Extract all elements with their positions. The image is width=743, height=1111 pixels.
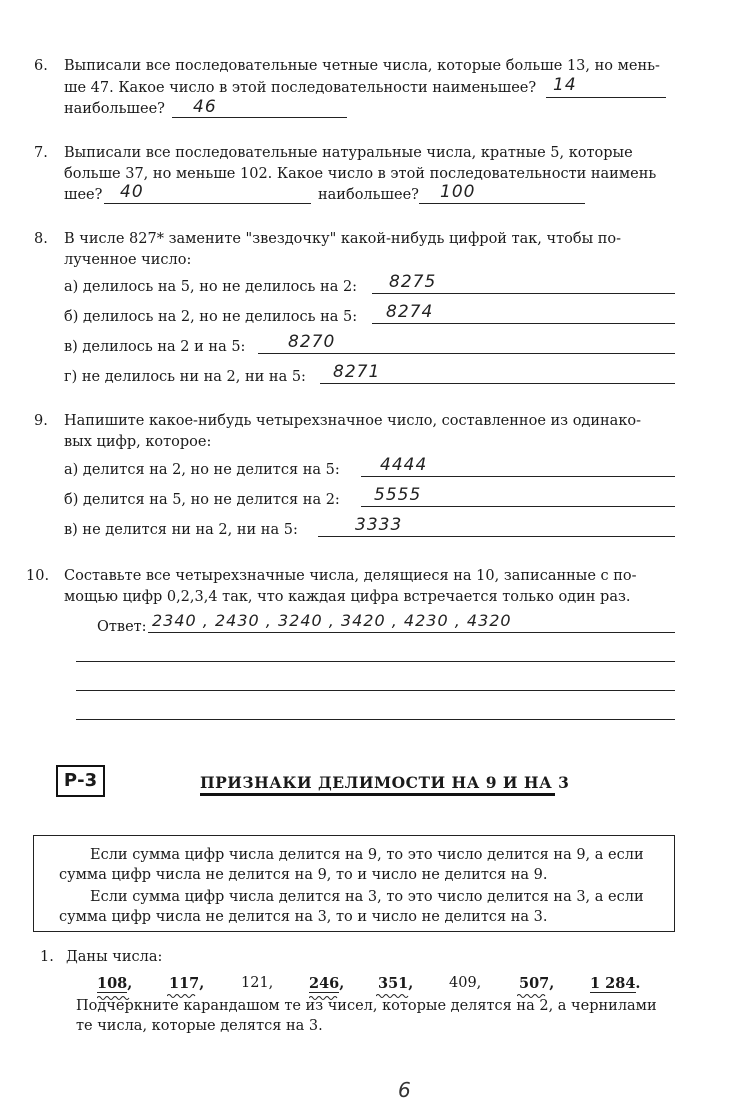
q9-item-a-answer: 4444	[380, 455, 428, 475]
q7-line3-b: наибольшее?	[318, 187, 419, 203]
p1-number-409: 409,	[449, 975, 482, 991]
q6-answer-max: 46	[193, 97, 217, 117]
q7-line2: больше 37, но меньше 102. Какое число в этой последовательности наимень	[64, 166, 657, 182]
rule2-line1: Если сумма цифр числа делится на 3, то это число делится на 3, а если	[90, 889, 644, 905]
q9-line2: вых цифр, которое:	[64, 434, 212, 450]
q9-item-a: а) делится на 2, но не делится на 5:	[64, 462, 340, 478]
rule1-line2: сумма цифр числа не делится на 9, то и число не делится на 9.	[59, 867, 548, 883]
rule2-line2: сумма цифр числа не делится на 3, то и число не делится на 3.	[59, 909, 548, 925]
q8-item-b-answer: 8274	[386, 302, 434, 322]
rule-box	[33, 835, 675, 932]
q10-answer-label: Ответ:	[97, 619, 147, 635]
q8-line2: лученное число:	[64, 252, 192, 268]
q10-line2: мощью цифр 0,2,3,4 так, что каждая цифра встречается только один раз.	[64, 589, 631, 605]
q6-line2: ше 47. Какое число в этой последовательности наименьшее?	[64, 80, 537, 96]
q9-item-b-line	[361, 506, 675, 507]
q6-answer-max-line	[172, 117, 347, 118]
underline-1284	[590, 992, 636, 993]
q6-line3: наибольшее?	[64, 101, 165, 117]
q10-blank-line-1	[76, 661, 675, 662]
p1-line1: Подчеркните карандашом те из чисел, которые делятся на 2, а чернилами	[76, 998, 657, 1014]
q7-answer-max-line	[419, 203, 585, 204]
q8-item-c: в) делилось на 2 и на 5:	[64, 339, 246, 355]
q10-number: 10.	[26, 568, 50, 584]
q7-number: 7.	[34, 145, 48, 161]
q8-item-b: б) делилось на 2, но не делилось на 5:	[64, 309, 358, 325]
p1-number-246: 246,	[309, 975, 345, 992]
p1-intro: Даны числа:	[66, 949, 163, 965]
p1-number-351: 351,	[378, 975, 414, 992]
q9-item-a-line	[361, 476, 675, 477]
q10-blank-line-3	[76, 719, 675, 720]
p1-number-117: 117,	[169, 975, 205, 992]
q10-blank-line-2	[76, 690, 675, 691]
section-code-box: Р-3	[56, 765, 105, 797]
q6-answer-min: 14	[553, 75, 577, 95]
q8-item-b-line	[372, 323, 675, 324]
rule1-line1: Если сумма цифр числа делится на 9, то это число делится на 9, а если	[90, 847, 644, 863]
q10-answer-line	[148, 632, 675, 633]
q7-line3-a: шее?	[64, 187, 103, 203]
q8-item-d-answer: 8271	[333, 362, 381, 382]
underline-246	[309, 992, 339, 993]
q8-item-a-answer: 8275	[389, 272, 437, 292]
p1-number-121: 121,	[241, 975, 274, 991]
underline-108	[97, 992, 127, 993]
page-number: 6	[398, 1078, 411, 1102]
section-title: ПРИЗНАКИ ДЕЛИМОСТИ НА 9 И НА 3	[200, 773, 570, 792]
p1-line2: те числа, которые делятся на 3.	[76, 1018, 323, 1034]
q7-answer-max: 100	[440, 182, 476, 202]
q9-item-b: б) делится на 5, но не делится на 2:	[64, 492, 340, 508]
q8-item-c-answer: 8270	[288, 332, 336, 352]
p1-number-1284: 1 284.	[590, 975, 641, 992]
q6-answer-min-line	[546, 97, 666, 98]
q9-item-c-answer: 3333	[355, 515, 403, 535]
p1-number-507: 507,	[519, 975, 555, 992]
q7-answer-min-line	[104, 203, 311, 204]
q9-item-c: в) не делится ни на 2, ни на 5:	[64, 522, 298, 538]
q10-line1: Составьте все четырехзначные числа, делящиеся на 10, записанные с по-	[64, 568, 637, 584]
q6-line1: Выписали все последовательные четные числа, которые больше 13, но мень-	[64, 58, 660, 74]
q9-item-c-line	[318, 536, 675, 537]
q7-line1: Выписали все последовательные натуральные числа, кратные 5, которые	[64, 145, 633, 161]
q8-number: 8.	[34, 231, 48, 247]
p1-number: 1.	[40, 949, 54, 965]
q8-item-d: г) не делилось ни на 2, ни на 5:	[64, 369, 306, 385]
q8-line1: В числе 827* замените "звездочку" какой-нибудь цифрой так, чтобы по-	[64, 231, 622, 247]
q10-answer: 2340 , 2430 , 3240 , 3420 , 4230 , 4320	[152, 611, 512, 630]
q8-item-d-line	[320, 383, 675, 384]
q7-answer-min: 40	[120, 182, 144, 202]
q8-item-c-line	[258, 353, 675, 354]
q9-item-b-answer: 5555	[374, 485, 422, 505]
q9-line1: Напишите какое-нибудь четырехзначное число, составленное из одинако-	[64, 413, 642, 429]
section-title-underline	[200, 793, 555, 796]
q9-number: 9.	[34, 413, 48, 429]
q8-item-a-line	[372, 293, 675, 294]
q8-item-a: а) делилось на 5, но не делилось на 2:	[64, 279, 358, 295]
p1-number-108: 108,	[97, 975, 133, 992]
q6-number: 6.	[34, 58, 48, 74]
